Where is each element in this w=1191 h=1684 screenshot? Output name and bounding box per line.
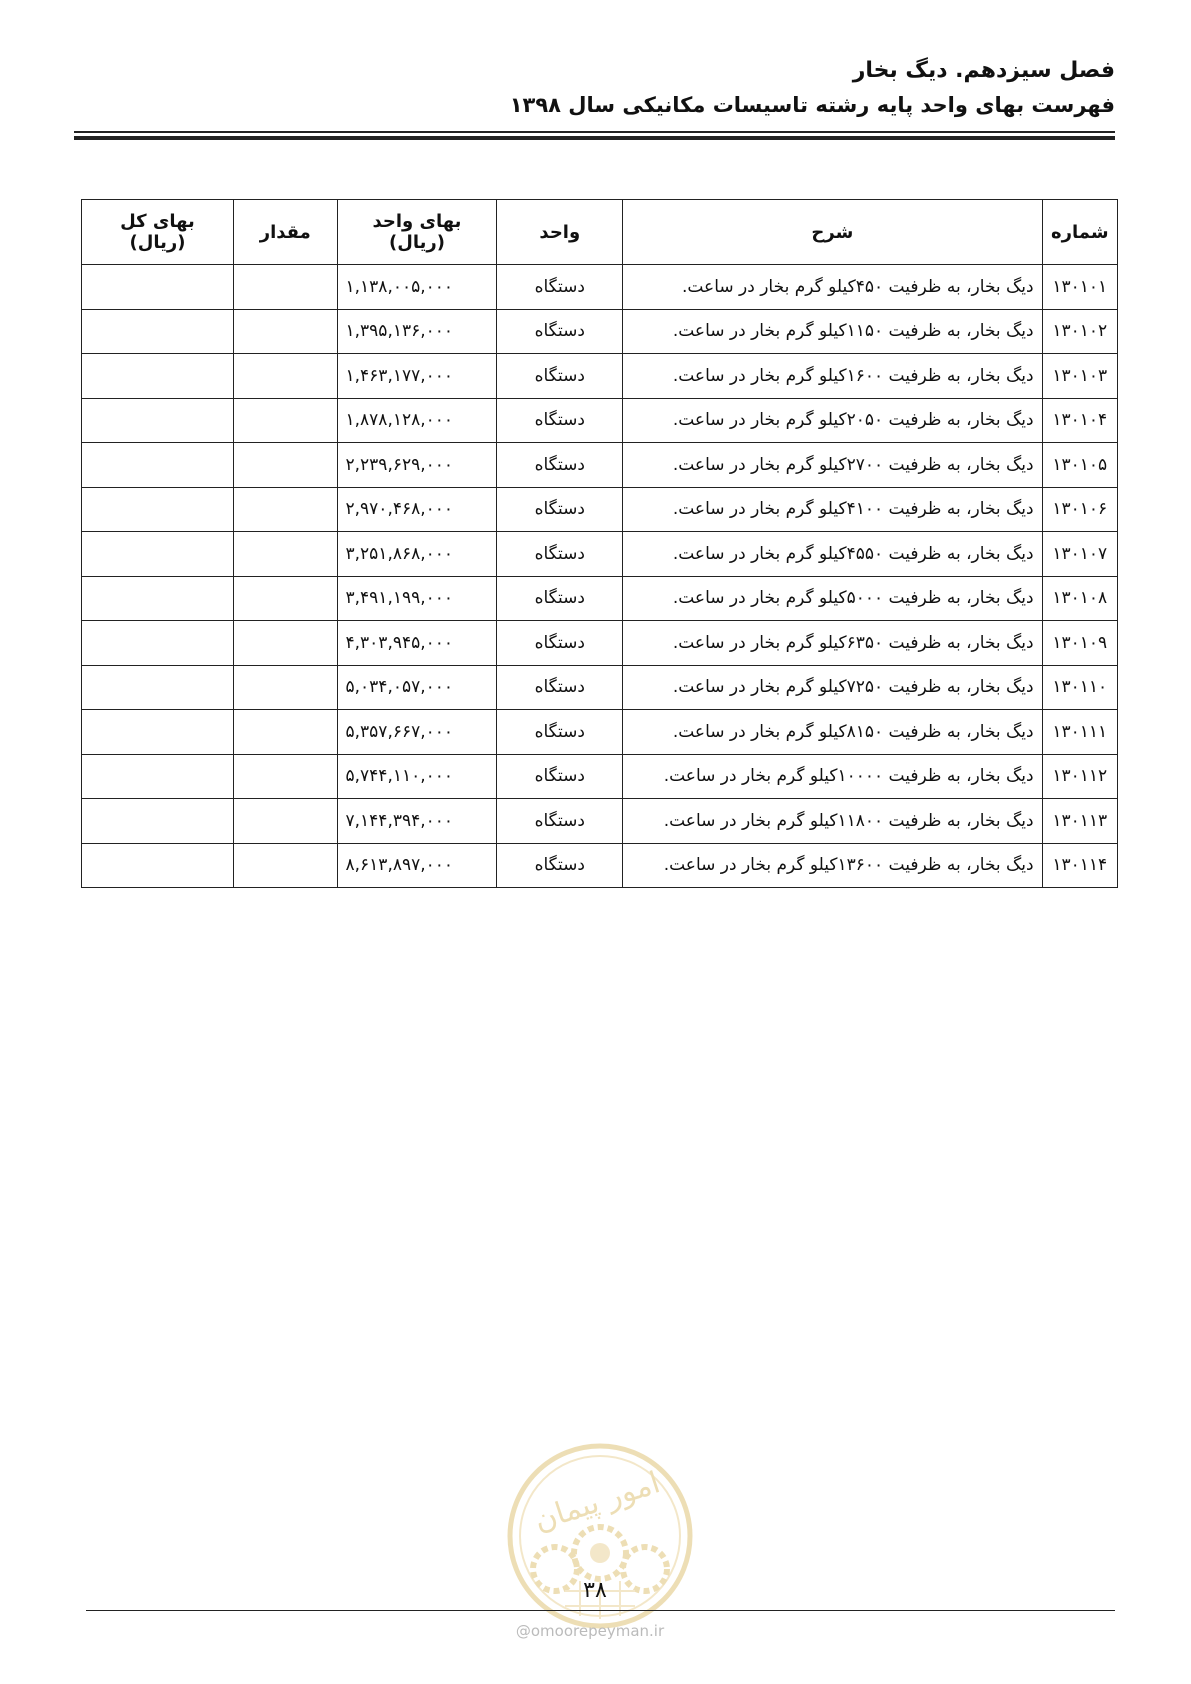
cell-description: دیگ بخار، به ظرفیت ۲۰۵۰کیلو گرم بخار در ساعت.: [623, 398, 1042, 443]
header-code: شماره: [1042, 200, 1117, 265]
cell-unit-price: ۲,۲۳۹,۶۲۹,۰۰۰: [337, 443, 497, 488]
table-row: [82, 799, 1118, 844]
table-row: [82, 398, 1118, 443]
cell-unit-price: ۱,۳۹۵,۱۳۶,۰۰۰: [337, 309, 497, 354]
cell-unit: دستگاه: [497, 576, 623, 621]
cell-unit: دستگاه: [497, 443, 623, 488]
cell-total: [82, 754, 234, 799]
cell-code: ۱۳۰۱۱۲: [1042, 754, 1117, 799]
cell-unit-price: ۳,۲۵۱,۸۶۸,۰۰۰: [337, 532, 497, 577]
cell-code: ۱۳۰۱۰۵: [1042, 443, 1117, 488]
price-list-table: [81, 199, 1118, 888]
header-quantity: مقدار: [233, 200, 337, 265]
header-total: بهای کل (ریال): [82, 200, 234, 265]
table-row: [82, 621, 1118, 666]
cell-quantity: [233, 487, 337, 532]
cell-total: [82, 354, 234, 399]
cell-description: دیگ بخار، به ظرفیت ۱۱۸۰۰کیلو گرم بخار در ساعت.: [623, 799, 1042, 844]
cell-code: ۱۳۰۱۰۹: [1042, 621, 1117, 666]
chapter-title: فصل سیزدهم. دیگ بخار: [852, 58, 1115, 83]
cell-total: [82, 799, 234, 844]
footer-rule: [86, 1610, 1115, 1611]
table-row: [82, 309, 1118, 354]
cell-description: دیگ بخار، به ظرفیت ۱۳۶۰۰کیلو گرم بخار در ساعت.: [623, 843, 1042, 888]
cell-unit-price: ۱,۸۷۸,۱۲۸,۰۰۰: [337, 398, 497, 443]
cell-unit-price: ۴,۳۰۳,۹۴۵,۰۰۰: [337, 621, 497, 666]
cell-description: دیگ بخار، به ظرفیت ۴۵۰کیلو گرم بخار در ساعت.: [623, 265, 1042, 310]
cell-unit-price: ۸,۶۱۳,۸۹۷,۰۰۰: [337, 843, 497, 888]
cell-description: دیگ بخار، به ظرفیت ۴۱۰۰کیلو گرم بخار در ساعت.: [623, 487, 1042, 532]
cell-total: [82, 843, 234, 888]
header-unit-price: بهای واحد (ریال): [337, 200, 497, 265]
cell-description: دیگ بخار، به ظرفیت ۵۰۰۰کیلو گرم بخار در ساعت.: [623, 576, 1042, 621]
cell-code: ۱۳۰۱۱۰: [1042, 665, 1117, 710]
website-watermark: @omoorepeyman.ir: [515, 1622, 665, 1640]
cell-total: [82, 443, 234, 488]
cell-description: دیگ بخار، به ظرفیت ۸۱۵۰کیلو گرم بخار در ساعت.: [623, 710, 1042, 755]
cell-total: [82, 265, 234, 310]
cell-total: [82, 576, 234, 621]
page-number: ۳۸: [583, 1578, 607, 1603]
cell-description: دیگ بخار، به ظرفیت ۶۳۵۰کیلو گرم بخار در ساعت.: [623, 621, 1042, 666]
cell-total: [82, 398, 234, 443]
cell-unit: دستگاه: [497, 621, 623, 666]
cell-unit: دستگاه: [497, 487, 623, 532]
cell-total: [82, 621, 234, 666]
table-row: [82, 443, 1118, 488]
table-row: [82, 354, 1118, 399]
table-header-row: [82, 200, 1118, 265]
cell-quantity: [233, 799, 337, 844]
cell-description: دیگ بخار، به ظرفیت ۱۱۵۰کیلو گرم بخار در ساعت.: [623, 309, 1042, 354]
cell-description: دیگ بخار، به ظرفیت ۴۵۵۰کیلو گرم بخار در ساعت.: [623, 532, 1042, 577]
cell-description: دیگ بخار، به ظرفیت ۲۷۰۰کیلو گرم بخار در ساعت.: [623, 443, 1042, 488]
document-subtitle: فهرست بهای واحد پایه رشته تاسیسات مکانیکی سال ۱۳۹۸: [509, 93, 1115, 117]
cell-quantity: [233, 532, 337, 577]
cell-total: [82, 309, 234, 354]
cell-unit: دستگاه: [497, 754, 623, 799]
cell-quantity: [233, 309, 337, 354]
cell-quantity: [233, 665, 337, 710]
cell-total: [82, 710, 234, 755]
cell-unit: دستگاه: [497, 843, 623, 888]
cell-quantity: [233, 710, 337, 755]
cell-unit: دستگاه: [497, 354, 623, 399]
table-row: [82, 843, 1118, 888]
table-row: [82, 754, 1118, 799]
cell-quantity: [233, 576, 337, 621]
cell-code: ۱۳۰۱۰۲: [1042, 309, 1117, 354]
cell-unit-price: ۳,۴۹۱,۱۹۹,۰۰۰: [337, 576, 497, 621]
cell-code: ۱۳۰۱۰۴: [1042, 398, 1117, 443]
header-unit: واحد: [497, 200, 623, 265]
cell-quantity: [233, 754, 337, 799]
header-rule-thin: [74, 131, 1115, 133]
cell-unit: دستگاه: [497, 309, 623, 354]
table-row: [82, 487, 1118, 532]
cell-unit: دستگاه: [497, 665, 623, 710]
cell-unit-price: ۱,۱۳۸,۰۰۵,۰۰۰: [337, 265, 497, 310]
header-description: شرح: [623, 200, 1042, 265]
cell-code: ۱۳۰۱۱۳: [1042, 799, 1117, 844]
cell-code: ۱۳۰۱۰۸: [1042, 576, 1117, 621]
cell-total: [82, 665, 234, 710]
cell-quantity: [233, 621, 337, 666]
cell-quantity: [233, 398, 337, 443]
cell-description: دیگ بخار، به ظرفیت ۷۲۵۰کیلو گرم بخار در ساعت.: [623, 665, 1042, 710]
cell-description: دیگ بخار، به ظرفیت ۱۶۰۰کیلو گرم بخار در ساعت.: [623, 354, 1042, 399]
cell-description: دیگ بخار، به ظرفیت ۱۰۰۰۰کیلو گرم بخار در ساعت.: [623, 754, 1042, 799]
table-row: [82, 665, 1118, 710]
svg-text:امور پیمان: امور پیمان: [529, 1465, 665, 1539]
cell-total: [82, 487, 234, 532]
header-rule-thick: [74, 136, 1115, 140]
cell-unit-price: ۵,۳۵۷,۶۶۷,۰۰۰: [337, 710, 497, 755]
cell-total: [82, 532, 234, 577]
cell-unit: دستگاه: [497, 799, 623, 844]
table-row: [82, 532, 1118, 577]
cell-unit: دستگاه: [497, 265, 623, 310]
cell-unit: دستگاه: [497, 398, 623, 443]
cell-unit: دستگاه: [497, 710, 623, 755]
cell-unit-price: ۵,۰۳۴,۰۵۷,۰۰۰: [337, 665, 497, 710]
cell-code: ۱۳۰۱۰۳: [1042, 354, 1117, 399]
cell-code: ۱۳۰۱۰۱: [1042, 265, 1117, 310]
table-row: [82, 265, 1118, 310]
cell-quantity: [233, 443, 337, 488]
cell-quantity: [233, 354, 337, 399]
cell-code: ۱۳۰۱۱۴: [1042, 843, 1117, 888]
cell-code: ۱۳۰۱۱۱: [1042, 710, 1117, 755]
cell-unit-price: ۷,۱۴۴,۳۹۴,۰۰۰: [337, 799, 497, 844]
cell-unit-price: ۵,۷۴۴,۱۱۰,۰۰۰: [337, 754, 497, 799]
cell-code: ۱۳۰۱۰۶: [1042, 487, 1117, 532]
cell-unit-price: ۱,۴۶۳,۱۷۷,۰۰۰: [337, 354, 497, 399]
cell-quantity: [233, 843, 337, 888]
page-header: [65, 56, 1115, 120]
cell-unit-price: ۲,۹۷۰,۴۶۸,۰۰۰: [337, 487, 497, 532]
cell-code: ۱۳۰۱۰۷: [1042, 532, 1117, 577]
cell-unit: دستگاه: [497, 532, 623, 577]
table-row: [82, 710, 1118, 755]
table-row: [82, 576, 1118, 621]
cell-quantity: [233, 265, 337, 310]
